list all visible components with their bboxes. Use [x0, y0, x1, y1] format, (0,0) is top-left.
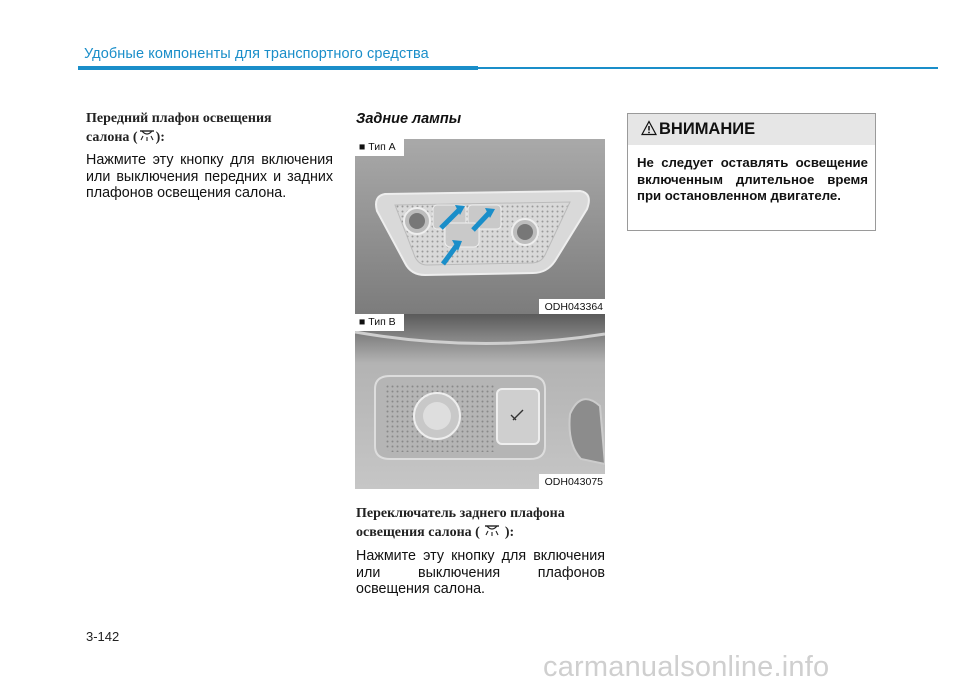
- watermark: carmanualsonline.info: [543, 651, 830, 683]
- type-a-illustration: [355, 139, 605, 314]
- rear-lamp-heading: [356, 505, 606, 543]
- front-lamp-heading-text: салона (: [86, 130, 138, 146]
- figure-type-b: [355, 314, 605, 489]
- figure-b-label: ■ Тип B: [355, 314, 404, 331]
- warning-triangle-icon: [641, 120, 657, 141]
- section-header: Удобные компоненты для транспортного средства: [84, 46, 429, 62]
- interior-lamp-icon: [483, 523, 501, 543]
- front-lamp-heading-line1: Передний плафон освещения: [86, 111, 272, 126]
- rear-lamp-heading-line1: Переключатель заднего плафона: [356, 506, 565, 521]
- rear-lamp-body: Нажмите эту кнопку для включения или выключения плафонов освещения салона.: [356, 548, 605, 598]
- header-rule-thin: [478, 67, 938, 69]
- interior-lamp-icon: [138, 128, 156, 148]
- figure-b-code: ODH043075: [539, 474, 605, 489]
- warning-title: ВНИМАНИЕ: [659, 120, 756, 138]
- rear-lamp-heading-text: освещения салона (: [356, 525, 480, 541]
- front-lamp-heading-close: ):: [155, 130, 165, 146]
- figure-type-a: [355, 139, 605, 314]
- rear-lamps-title: Задние лампы: [356, 111, 462, 127]
- rear-lamp-heading-close: ):: [504, 525, 515, 541]
- front-lamp-body: Нажмите эту кнопку для включения или выключения передних и задних плафонов освещения салона.: [86, 152, 333, 202]
- rear-lamp-heading-line2: [356, 523, 606, 543]
- warning-body: Не следует оставлять освещение включенным длительное время при остановленном двигателе.: [637, 155, 868, 203]
- page-number: 3-142: [86, 629, 120, 644]
- type-b-illustration: [355, 314, 605, 489]
- front-lamp-heading: [86, 110, 326, 148]
- front-lamp-heading-line2: [86, 128, 326, 148]
- header-rule-thick: [78, 66, 478, 70]
- warning-box: [627, 113, 876, 231]
- figure-a-label: ■ Тип A: [355, 139, 404, 156]
- warning-header: [628, 114, 875, 145]
- figure-a-code: ODH043364: [539, 299, 605, 314]
